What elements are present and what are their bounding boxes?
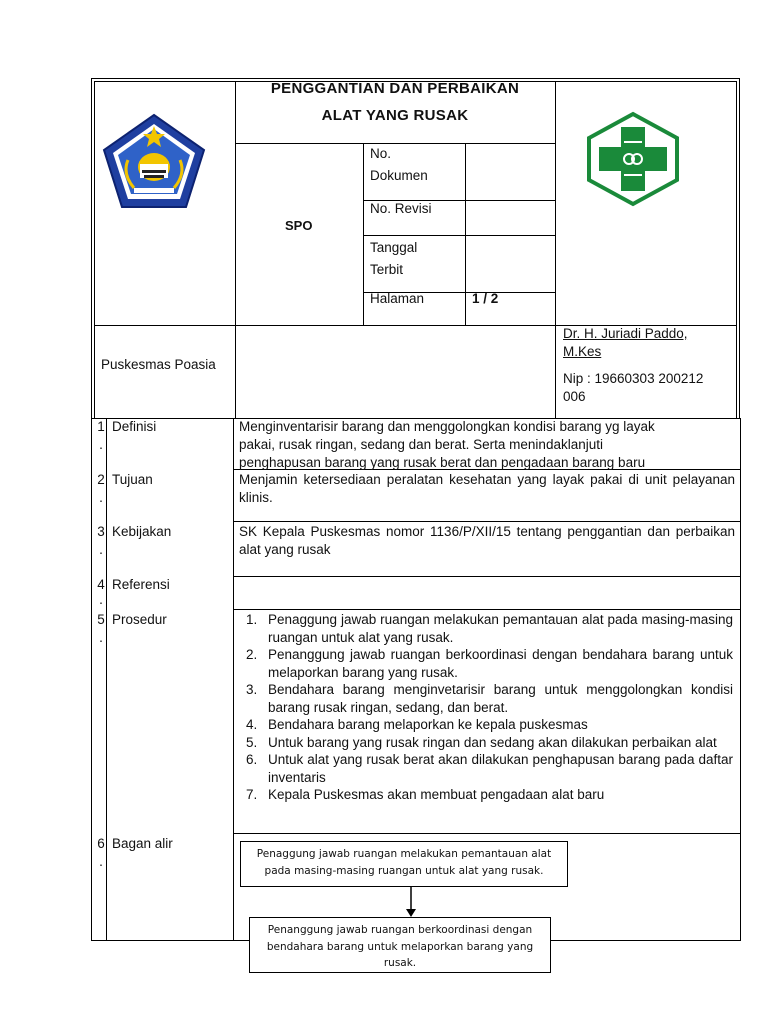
- prosedur-item: 4. Bendahara barang melaporkan ke kepala puskesmas: [246, 717, 588, 732]
- section-2-label: Tujuan: [112, 472, 153, 487]
- flow-step-1-box: Penaggung jawab ruangan melakukan pemantauan alat pada masing-masing ruangan untuk alat yang rusak.: [240, 841, 568, 887]
- puskesmas-logo: [584, 111, 682, 207]
- section-4-number: 4 .: [97, 577, 105, 607]
- prosedur-item: 1. Penaggung jawab ruangan melakukan pemantauan alat pada masing-masing ruangan untuk alat yang rusak.: [246, 612, 733, 645]
- prosedur-item: 2. Penanggung jawab ruangan berkoordinasi dengan bendahara barang untuk melaporkan barang yang rusak.: [246, 647, 733, 680]
- signer-nip: Nip : 19660303 200212 006: [563, 371, 704, 404]
- document-title: PENGGANTIAN DAN PERBAIKAN ALAT YANG RUSAK: [270, 80, 520, 124]
- prosedur-item: 7. Kepala Puskesmas akan membuat pengadaan alat baru: [246, 787, 605, 802]
- section-1-number: 1 .: [97, 419, 105, 452]
- tujuan-text: Menjamin ketersediaan peralatan kesehatan yang layak pakai di unit pelayanan klinis.: [239, 472, 735, 505]
- halaman-label: Halaman: [370, 291, 425, 306]
- prosedur-item: 6. Untuk alat yang rusak berat akan dilakukan penghapusan barang pada daftar inventaris: [246, 752, 733, 785]
- kota-kendari-emblem: [100, 112, 208, 210]
- section-2-number: 2 .: [97, 472, 105, 505]
- prosedur-item: 3. Bendahara barang menginvetarisir barang untuk menggolongkan kondisi barang rusak ringan, sedang, dan berat.: [246, 682, 733, 715]
- halaman-value: 1 / 2: [472, 291, 499, 306]
- prosedur-list: [234, 611, 733, 804]
- flow-step-2-box: Penanggung jawab ruangan berkoordinasi dengan bendahara barang untuk melaporkan barang yang rusak.: [249, 917, 551, 973]
- tanggal-terbit-label: Tanggal Terbit: [370, 240, 418, 277]
- section-3-label: Kebijakan: [112, 524, 172, 539]
- kebijakan-text: SK Kepala Puskesmas nomor 1136/P/XII/15 tentang penggantian dan perbaikan alat yang rusak: [239, 524, 735, 557]
- flow-arrow-icon: [405, 887, 417, 917]
- signer-name: Dr. H. Juriadi Paddo, M.Kes: [563, 326, 688, 359]
- spo-label: SPO: [285, 218, 313, 233]
- section-5-number: 5 .: [97, 612, 105, 645]
- section-3-number: 3 .: [97, 524, 105, 557]
- no-dokumen-label: No. Dokumen: [370, 146, 428, 183]
- puskesmas-name: Puskesmas Poasia: [101, 357, 216, 372]
- section-6-label: Bagan alir: [112, 836, 173, 851]
- section-5-label: Prosedur: [112, 612, 167, 627]
- definisi-text: Menginventarisir barang dan menggolongkan kondisi barang yg layak pakai, rusak ringan, sedang dan berat. Serta menindaklanjuti penghapusan barang yang rusak berat dan pengadaan barang baru: [239, 419, 655, 470]
- prosedur-item: 5. Untuk barang yang rusak ringan dan sedang akan dilakukan perbaikan alat: [246, 734, 717, 750]
- no-revisi-label: No. Revisi: [370, 201, 432, 216]
- section-4-label: Referensi: [112, 577, 170, 592]
- section-1-label: Definisi: [112, 419, 157, 434]
- section-6-number: 6 .: [97, 836, 105, 869]
